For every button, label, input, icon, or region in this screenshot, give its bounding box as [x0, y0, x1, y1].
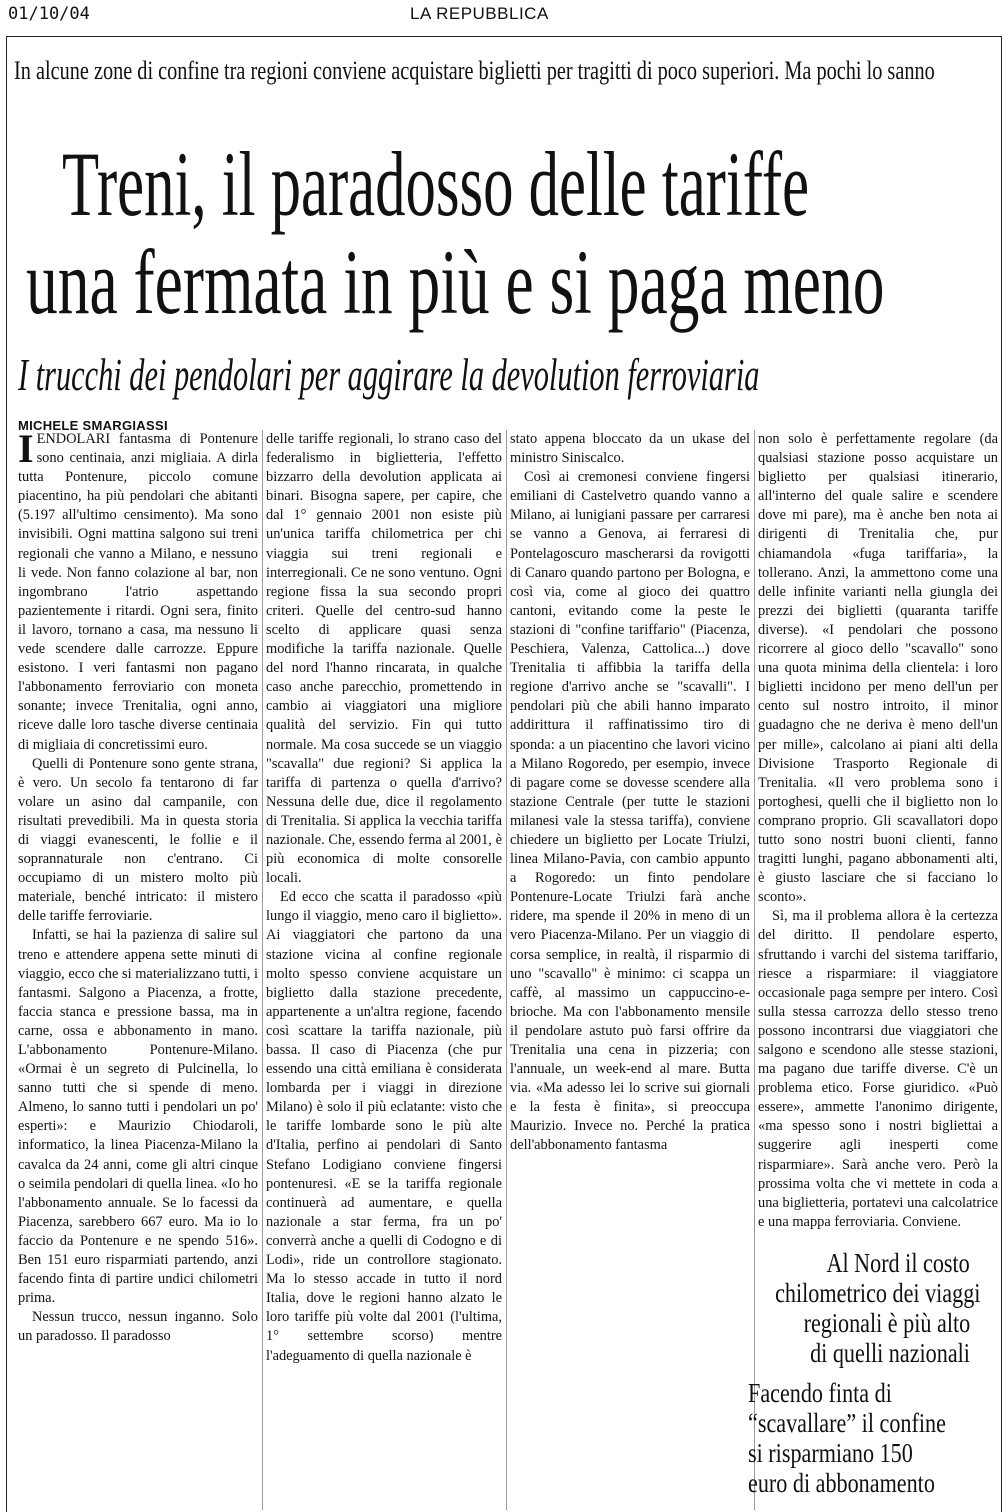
pull-quote-line: regionali è più alto [803, 1308, 970, 1338]
column-rule [506, 430, 507, 1510]
date-stamp: 01/10/04 [8, 4, 90, 24]
pull-quote-line: Facendo finta di [748, 1378, 892, 1408]
byline: MICHELE SMARGIASSI [18, 418, 168, 433]
pull-quote-line: chilometrico dei viaggi [775, 1278, 981, 1308]
pull-quote-line: di quelli nazionali [810, 1338, 970, 1368]
drop-cap: I [18, 430, 34, 471]
pull-quote-1 [730, 1248, 981, 1368]
pull-quote-line: si risparmiano 150 [748, 1438, 913, 1468]
article-column-1 [18, 430, 258, 1510]
paragraph: Ed ecco che scatta il paradosso «più lungo il viaggio, meno caro il biglietto». Ai viaggiatori che partono da una stazione vicina al confine regionale molto spesso conviene acquistare un biglietto dalla stazione precedente, appartenente a un'altra regione, facendo così scattare la tariffa nazionale, più bassa. Il caso di Piacenza (che pur essendo una città emiliana è considerata lombarda per i viaggi in direzione Milano) è solo il più eclatante: visto che le tariffe lombarde sono le più alte d'Italia, perfino ai pendolari di Santo Stefano Lodigiano conviene fingersi pontenuresi. «E se la tariffa regionale continuerà ad aumentare, e quella nazionale a star ferma, fra un po' converrà anche a quelli di Codogno e di Lodi», ride un controllore stagionato. Ma lo stesso accade in tutto il nord Italia, dove le regioni hanno alzato le loro tariffe più volte dal 2001 (l'ultima, 1° settembre scorso) mentre l'adeguamento di quella nazionale è [266, 889, 502, 1364]
paragraph: Sì, ma il problema allora è la certezza del diritto. Il pendolare esperto, sfruttando i varchi del sistema tariffario, riesce a risparmiare: il viaggiatore occasionale paga sempre per intero. Così sulla stessa carrozza dello stesso treno possono incontrarsi due viaggiatori che salgono e scendono alle stesse stazioni, ma pagano due tariffe diverse. C'è un problema etico. Forse giuridico. «Può essere», ammette l'anonimo dirigente, «ma spesso sono i nostri bigliettai a suggerire agli inesperti come risparmiare». Sarà anche vero. Però la prossima volta che vi mettete in coda a una biglietteria, portatevi una calcolatrice e una mappa ferroviaria. Conviene. [758, 908, 998, 1230]
subheadline: I trucchi dei pendolari per aggirare la devolution ferroviaria [18, 349, 760, 400]
paragraph: Così ai cremonesi conviene fingersi emiliani di Castelvetro quando vanno a Milano, ai lunigiani passare per carraresi se vanno a Genova, ai ferraresi di Pontelagoscuro mascherarsi da rovigotti di Canaro quando partono per Bologna, e così via, come al gioco dei quattro cantoni, evitando come la peste le stazioni di "confine tariffario" (Piacenza, Peschiera, Valenza, Cattolica...) dove Trenitalia ti affibbia la tariffa della regione d'arrivo anche se "scavalli". I pendolari più che abili hanno imparato addirittura il raffinatissimo tiro di sponda: a un piacentino che lavori vicino a Milano Rogoredo, per esempio, invece di pagare come se dovesse scendere alla stazione Centrale (per tutte le stazioni milanesi vale la stessa tariffa), conviene chiedere un biglietto per Locate Triulzi, linea Milano-Pavia, con cambio appunto a Rogoredo: un finto pendolare Pontenure-Locate Triulzi farà anche ridere, ma spende il 20% in meno di un vero Piacenza-Milano. Per un viaggio di corsa semplice, in realtà, il risparmio di uno "scavallo" è minimo: ci scappa un caffè, al massimo un cappuccino-e-brioche. Ma con l'abbonamento mensile il pendolare astuto può farsi offrire da Trenitalia una cena in pizzeria; con l'annuale, un week-end al mare. Butta via. «Ma adesso lei lo scrive sui giornali e la festa è finita», si preoccupa Maurizio. Invece no. Perché la pratica dell'abbonamento fantasma [510, 469, 750, 1154]
headline-line-1: Treni, il paradosso delle tariffe [62, 133, 810, 235]
paragraph: Quelli di Pontenure sono gente strana, è vero. Un secolo fa tentarono di far volare un asino dal campanile, con risultati prevedibili. Ma in questa storia di viaggi evanescenti, le follie e il soprannaturale non c'entrano. Ci occupiamo di un mistero molto più materiale, benché intricato: il mistero delle tariffe ferroviarie. [18, 755, 258, 925]
headline-line-2: una fermata in più e si paga meno [26, 231, 885, 333]
paragraph: Nessun trucco, nessun inganno. Solo un paradosso. Il paradosso [18, 1309, 258, 1345]
paragraph: IENDOLARI fantasma di Pontenure sono centinaia, anzi migliaia. A dirla tutta Pontenure, piccolo comune piacentino, ha più pendolari che abitanti (5.197 all'ultimo censimento). Ma sono invisibili. Ogni mattina salgono sui treni regionali che vanno a Milano, e nessuno li vede. Non fanno colazione al bar, non ingombrano l'atrio aspettando pazientemente i ritardi. Ogni sera, finito il lavoro, tornano a casa, ma nessuno li vede scendere dalle carrozze. Eppure esistono. I veri fantasmi non pagano l'abbonamento ferroviario con moneta sonante; invece Trenitalia, ogni anno, riceve dalle loro tasche diverse centinaia di migliaia di concretissimi euro. [18, 430, 258, 753]
pull-quote-2 [748, 1378, 998, 1498]
pull-quote-line: “scavallare” il confine [748, 1408, 946, 1438]
column-rule [262, 430, 263, 1510]
article-column-3 [510, 430, 750, 1510]
pull-quote-line: euro di abbonamento [748, 1468, 935, 1498]
article-column-2 [266, 430, 502, 1510]
kicker: In alcune zone di confine tra regioni conviene acquistare biglietti per tragitti di poco superiori. Ma pochi lo sanno [14, 56, 935, 85]
paragraph: stato appena bloccato da un ukase del ministro Siniscalco. [510, 431, 750, 467]
article-column-4 [758, 430, 998, 1240]
pull-quote-line: Al Nord il costo [826, 1248, 970, 1278]
newspaper-name: LA REPUBBLICA [410, 4, 549, 23]
paragraph: delle tariffe regionali, lo strano caso del federalismo in biglietteria, l'effetto bizzarro della devolution applicata ai binari. Bisogna sapere, per capire, che dal 1° gennaio 2001 non esiste più un'unica tariffa chilometrica per chi viaggia sui treni regionali e interregionali. Ce ne sono ventuno. Ogni regione fissa la sua secondo propri criteri. Quelle del centro-sud hanno scelto di applicare quasi senza modifiche la tariffa nazionale. Quelle del nord l'hanno rincarata, in qualche caso anche parecchio, promettendo in cambio ai viaggiatori una migliore qualità del servizio. Fin qui tutto normale. Ma cosa succede se un viaggio "scavalla" due regioni? Si applica la tariffa di partenza o quella d'arrivo? Nessuna delle due, dice il regolamento di Trenitalia. Si applica la vecchia tariffa nazionale. Che, essendo ferma al 2001, è più economica di molte consorelle locali. [266, 431, 502, 887]
paragraph: Infatti, se hai la pazienza di salire sul treno e attendere appena sette minuti di viaggio, ecco che si materializzano tutti, i fantasmi. Salgono a Piacenza, a frotte, faccia stanca e pressione bassa, ma in carne, ossa e abbonamento in mano. L'abbonamento Pontenure-Milano. «Ormai è un segreto di Pulcinella, lo sanno tutti che si spende di meno. Almeno, lo sanno tutti i pendolari un po' esperti»: e Maurizio Chiodaroli, informatico, la linea Piacenza-Milano la cavalca da 24 anni, come gli altri cinque o seimila pendolari di quella linea. «Io ho l'abbonamento annuale. Se lo facessi da Piacenza, sarebbero 667 euro. Ma io lo faccio da Pontenure e ne spendo 516». Ben 151 euro risparmiati partendo, anzi facendo finta di partire undici chilometri prima. [18, 927, 258, 1307]
paragraph: non solo è perfettamente regolare (da qualsiasi stazione posso acquistare un biglietto per qualsiasi itinerario, all'interno del quale salire e scendere dove mi pare), ma è anche ben nota ai dirigenti di Trenitalia che, pur chiamandola «fuga tariffaria», la tollerano. Anzi, la ammettono come una delle infinite varianti nella giungla dei prezzi dei biglietti (quaranta tariffe diverse). «I pendolari che possono ricorrere al gioco dello "scavallo" sono una quota minima della clientela: i loro biglietti incidono per meno dell'un per cento sul nostro introito, il minor guadagno che ne deriva è meno dell'un per mille», calcolano ai piani alti della Divisione Trasporto Regionale di Trenitalia. «Il vero problema sono i portoghesi, quelli che il biglietto non lo comprano proprio. Gli scavallatori dopo tutto sono nostri buoni clienti, fanno tragitti lunghi, pagano abbonamenti alti, è giusto lasciare che si facciano lo sconto». [758, 431, 998, 906]
